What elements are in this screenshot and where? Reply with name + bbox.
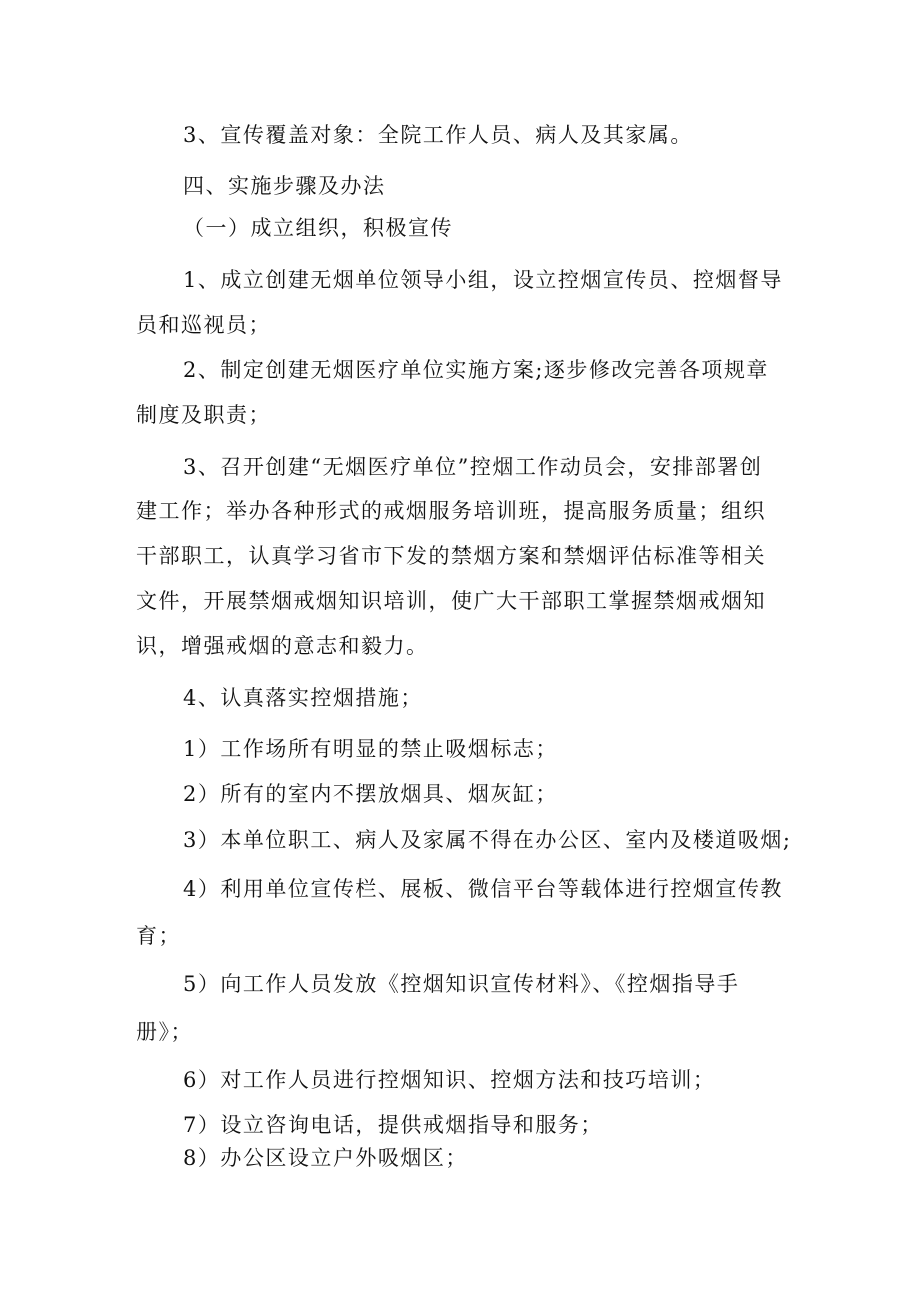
subsection-heading-1: （一）成立组织，积极宣传 [183,216,453,240]
item-2-line-1: 2、制定创建无烟医疗单位实施方案;逐步修改完善各项规章 [183,358,769,382]
measure-4-line-1: 4）利用单位宣传栏、展板、微信平台等载体进行控烟宣传教 [183,877,783,901]
paragraph-coverage: 3、宣传覆盖对象：全院工作人员、病人及其家属。 [183,123,693,147]
item-3-line-2: 建工作；举办各种形式的戒烟服务培训班，提高服务质量；组织 [136,499,766,523]
measure-6: 6）对工作人员进行控烟知识、控烟方法和技巧培训； [183,1068,716,1092]
item-3-line-3: 干部职工，认真学习省市下发的禁烟方案和禁烟评估标准等相关 [136,544,766,568]
item-3-line-4: 文件，开展禁烟戒烟知识培训，使广大干部职工掌握禁烟戒烟知 [136,589,766,613]
item-2-line-2: 制度及职责； [136,403,271,427]
measure-2: 2）所有的室内不摆放烟具、烟灰缸； [183,782,558,806]
measure-3: 3）本单位职工、病人及家属不得在办公区、室内及楼道吸烟; [183,828,792,852]
item-3-line-5: 识，增强戒烟的意志和毅力。 [136,634,429,658]
item-1-line-1: 1、成立创建无烟单位领导小组，设立控烟宣传员、控烟督导 [183,268,783,292]
measure-5-line-2: 册》； [136,1020,193,1044]
measure-5-line-1: 5）向工作人员发放《控烟知识宣传材料》、《控烟指导手 [183,972,740,996]
section-heading-4: 四、实施步骤及办法 [183,174,386,198]
item-4: 4、认真落实控烟措施； [183,686,423,710]
measure-4-line-2: 育； [136,924,181,948]
item-3-line-1: 3、召开创建“无烟医疗单位”控烟工作动员会，安排部署创 [183,455,763,479]
item-1-line-2: 员和巡视员； [136,313,271,337]
measure-1: 1）工作场所有明显的禁止吸烟标志； [183,737,558,761]
measure-8: 8）办公区设立户外吸烟区； [183,1146,468,1170]
measure-7: 7）设立咨询电话，提供戒烟指导和服务； [183,1113,603,1137]
